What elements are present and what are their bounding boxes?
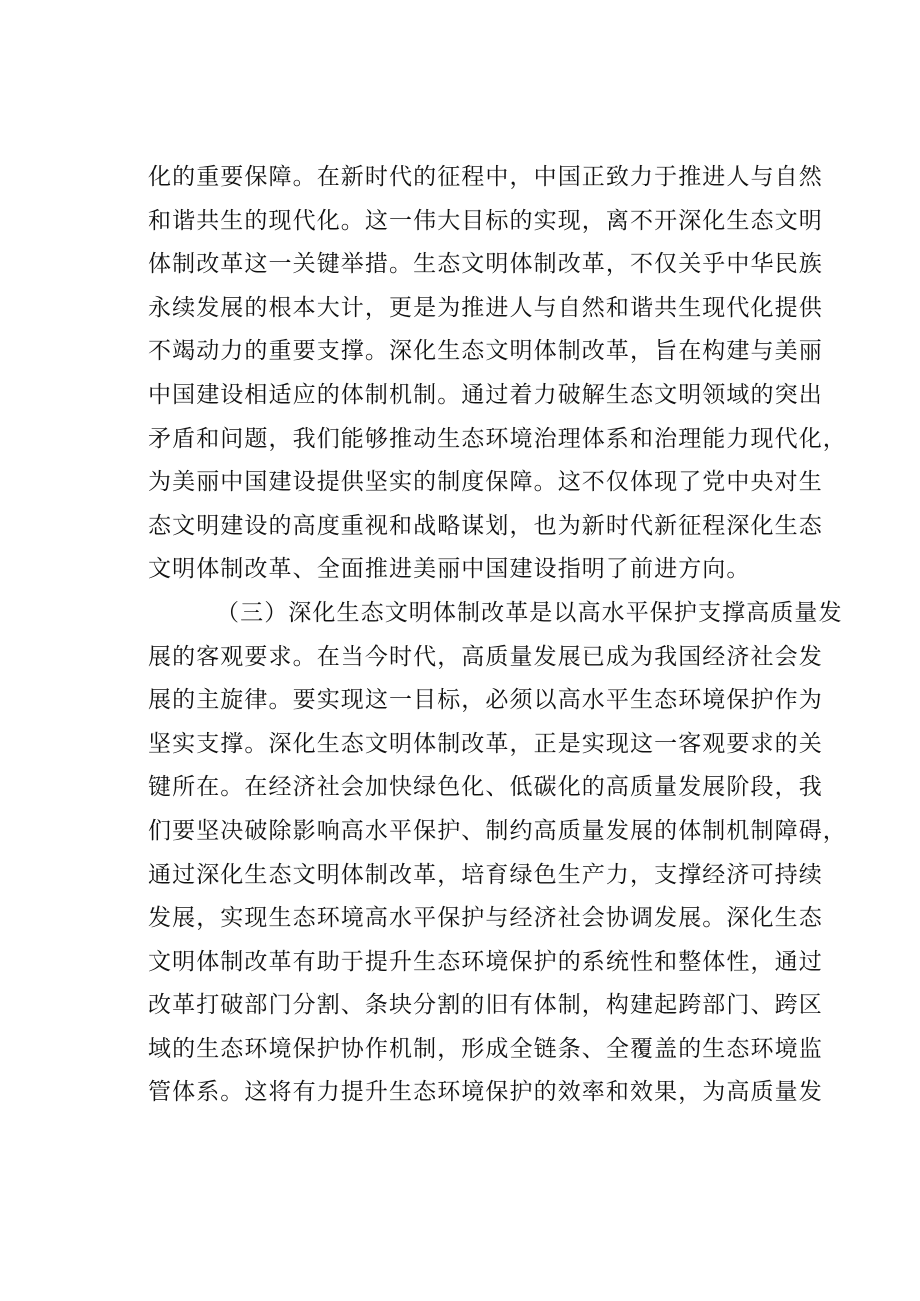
body-text — [148, 156, 847, 1115]
text-line: 和谐共生的现代化。这一伟大目标的实现，离不开深化生态文明 — [148, 207, 823, 234]
text-line: 展的主旋律。要实现这一目标，必须以高水平生态环境保护作为 — [148, 687, 823, 714]
text-line: 化的重要保障。在新时代的征程中，中国正致力于推进人与自然 — [148, 164, 823, 190]
text-line: 中国建设相适应的体制机制。通过着力破解生态文明领域的突出 — [148, 381, 823, 408]
text-line: 们要坚决破除影响高水平保护、制约高质量发展的体制机制障碍， — [148, 817, 847, 844]
text-line: 通过深化生态文明体制改革，培育绿色生产力，支撑经济可持续 — [148, 861, 823, 888]
text-line: 管体系。这将有力提升生态环境保护的效率和效果，为高质量发 — [148, 1079, 823, 1106]
paragraph-end-line: 文明体制改革、全面推进美丽中国建设指明了前进方向。 — [148, 556, 751, 583]
text-line: 不竭动力的重要支撑。深化生态文明体制改革，旨在构建与美丽 — [148, 338, 823, 365]
text-line: 为美丽中国建设提供坚实的制度保障。这不仅体现了党中央对生 — [148, 469, 823, 496]
text-line: 坚实支撑。深化生态文明体制改革，正是实现这一客观要求的关 — [148, 730, 823, 757]
text-line: 体制改革这一关键举措。生态文明体制改革，不仅关乎中华民族 — [148, 251, 823, 278]
text-line: 域的生态环境保护协作机制，形成全链条、全覆盖的生态环境监 — [148, 1035, 823, 1062]
text-line: 键所在。在经济社会加快绿色化、低碳化的高质量发展阶段，我 — [148, 774, 823, 801]
text-line: 展的客观要求。在当今时代，高质量发展已成为我国经济社会发 — [148, 643, 823, 670]
text-line: 文明体制改革有助于提升生态环境保护的系统性和整体性，通过 — [148, 948, 823, 975]
text-line: 发展，实现生态环境高水平保护与经济社会协调发展。深化生态 — [148, 905, 823, 932]
text-line: 永续发展的根本大计，更是为推进人与自然和谐共生现代化提供 — [148, 294, 823, 321]
section-heading-line: （三）深化生态文明体制改革是以高水平保护支撑高质量发 — [216, 599, 843, 626]
text-line: 改革打破部门分割、条块分割的旧有体制，构建起跨部门、跨区 — [148, 992, 823, 1019]
text-line: 态文明建设的高度重视和战略谋划，也为新时代新征程深化生态 — [148, 512, 823, 539]
text-line: 矛盾和问题，我们能够推动生态环境治理体系和治理能力现代化， — [148, 425, 847, 452]
